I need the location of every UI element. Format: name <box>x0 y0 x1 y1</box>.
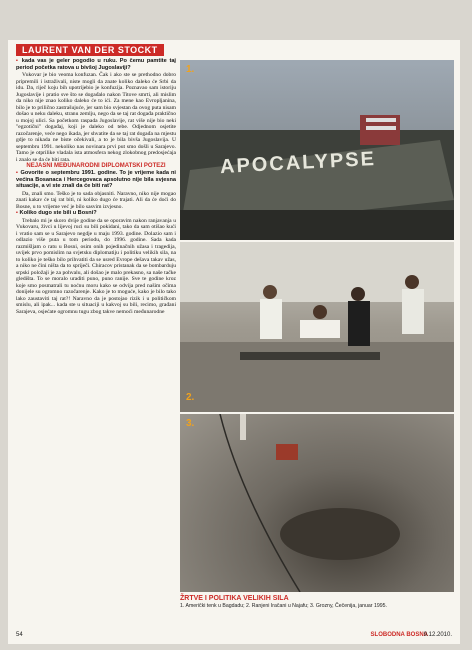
photo-number-3: 3. <box>186 418 195 429</box>
tank-graffiti: APOCALYPSE <box>219 147 377 179</box>
magazine-page <box>8 40 460 644</box>
subheading: NEJASNI MEĐUNARODNI DIPLOMATSKI POTEZI <box>26 163 166 169</box>
author-header: LAURENT VAN DER STOCKT <box>16 44 164 56</box>
rubble-illustration <box>180 414 454 592</box>
answer-3: Trebalo mi je skoro dvije godine da se oporavim nakon ranjavanja u Vukovaru, živci u lijevoj ruci su bili pokidani, tako da sam otišao kući i vratio sam se u Sarajevo negdje u maju 1993. godine. Dolazio sam i odlazio više puta u tom periodu, do 1996. godine. Sada kada razmišljam o ratu u Bosni, osim onih pojedinačnih užasa i tragedija, uvijek prvo pomislim na svjetsku diplomatiju i politiku velikih sila, na to koliko je teško bilo prihvatiti da se usred Evrope dešava takav užas, a niko ne čini ništa da to spriječi. Chiracov pristanak da se bombarduju srpski položaji je za pohvalu, ali došao je malo prekasno, sa naše tačke gledišta. To se moralo uraditi puno, puno ranije. Sve te godine kroz koje smo posmatrali tu noćnu moru kako se odvija pred našim očima donijele su ogromno razočarenje. Kako je to moguće, kako je bilo tako lako zaustaviti taj rat?! Naravno da je postojao rizik i u političkom smislu, ali ipak... kada ste u situaciji u kakvoj su bili, recimo, građani Sarajeva, osjećate ogromnu tugu zbog takve nemoći međunarodne <box>16 217 176 315</box>
crowd-illustration <box>180 242 454 412</box>
question-3: ▪ Koliko dugo ste bili u Bosni? <box>16 210 176 217</box>
photo-grozny <box>180 414 454 592</box>
magazine-name: SLOBODNA BOSNA <box>370 632 428 638</box>
photo-number-2: 2. <box>186 392 195 403</box>
answer-2: Da, znali smo. Teško je to sada objasniti. Naravno, niko nije mogao znati kakav će taj rat biti, ni koliko dugo će trajati. Ali da će doći do Bosne, u to vrijeme već je bilo sasvim izvjesno. <box>16 190 176 210</box>
question-1: ▪ kada vas je geler pogodio u ruku. Po čemu pamtite taj period početka ratova u bivšoj Jugoslaviji? <box>16 58 176 71</box>
caption-text: 1. Američki tenk u Bagdadu; 2. Ranjeni Iračani u Najafu; 3. Grozny, Čečenija, januar 1995. <box>180 603 387 609</box>
photo-najaf-wounded <box>180 242 454 412</box>
question-2: ▪ Govorite o septembru 1991. godine. To je vrijeme kada ni većina Bosanaca i Hercegovaca apsolutno nije bila svjesna situacije, a vi ste znali da će biti rat? <box>16 170 176 190</box>
photo-number-1: 1. <box>186 64 195 75</box>
issue-date: 9.12.2010. <box>423 632 452 638</box>
article-column <box>16 58 176 315</box>
page-number: 54 <box>16 632 23 638</box>
answer-1: Vukovar je bio veoma konfuzan. Čak i ako ste se prethodno dobro pripremili i istraživali, niste mogli da znate koliko daleko će Srbi da idu. Da, riječ koju bih upotrijebio je konfuzija. Poznavao sam istoriju Jugoslavije i pratio sve što se događalo nakon Titove smrti, ali mislim da niko nije znao koliko daleko će to ići. Za mene kao Evropljanina, bilo je to prilično zastrašujuće, jer sam bio svjestan da ovog puta nisam došao u neku daleku, stranu zemlju, nego da se taj rat događa praktično u mojoj ulici. Sa početkom raspada Jugoslavije, rat više nije bio neki "egzotični" događaj, koji je daleko od tebe. Odjednom osjetite razočarenje, veće nego ikada, jer shvatite da se taj rat događa na mjestu gdje to nikada ne biste očekivali, a to je bila bivša Jugoslavija. U septembru 1991. nekoliko nas novinara prvi put smo došli u Sarajevo. Tamo je otprilike vladala ista atmosfera nekog zlokobnog predosjećaja i znalo se da će biti rata. <box>16 72 176 163</box>
photo-tank-baghdad <box>180 60 454 240</box>
caption-title: ŽRTVE I POLITIKA VELIKIH SILA <box>180 595 289 602</box>
